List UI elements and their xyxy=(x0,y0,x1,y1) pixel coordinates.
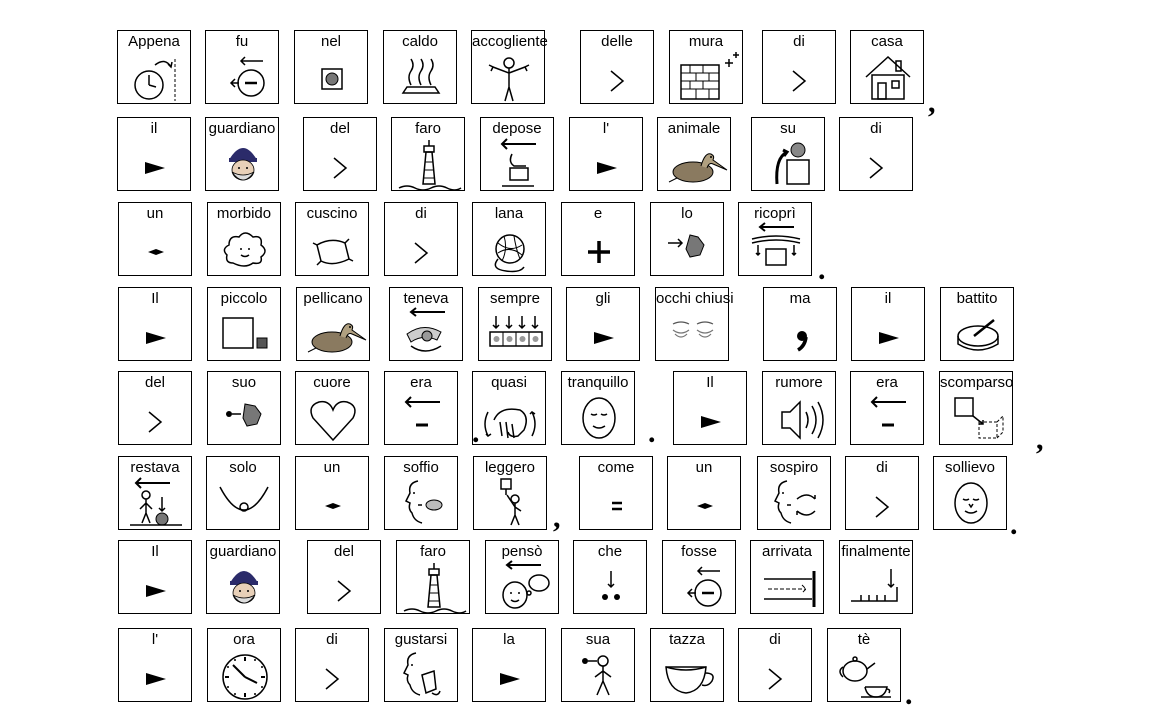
symbol-label: caldo xyxy=(402,33,438,50)
symbol-card xyxy=(657,117,731,191)
symbol-card xyxy=(295,202,369,276)
symbol-label: casa xyxy=(871,33,903,50)
symbol-card xyxy=(118,371,192,445)
cover-icon xyxy=(746,223,806,273)
symbol-card xyxy=(667,456,741,530)
chevron-icon xyxy=(847,138,907,188)
symbol-card xyxy=(384,371,458,445)
pelican-icon xyxy=(665,138,725,188)
heat-waves-icon xyxy=(391,51,451,101)
symbol-card xyxy=(118,540,192,614)
symbol-label: rumore xyxy=(775,374,823,391)
symbol-card xyxy=(295,628,369,702)
triangle-pointer-icon xyxy=(681,392,741,442)
brick-wall-icon xyxy=(677,51,737,101)
symbol-card xyxy=(473,456,547,530)
symbol-card xyxy=(206,540,280,614)
symbol-label: e xyxy=(593,205,603,222)
pillow-icon xyxy=(303,223,363,273)
symbol-label: guardiano xyxy=(208,120,276,137)
symbol-card xyxy=(569,117,643,191)
chevron-icon xyxy=(588,51,648,101)
symbol-label: animale xyxy=(667,120,721,137)
lighthouse-icon xyxy=(404,561,464,611)
symbol-label: pellicano xyxy=(303,290,363,307)
symbol-label: l' xyxy=(151,631,159,648)
symbol-card xyxy=(573,540,647,614)
period-mark: . xyxy=(472,416,480,449)
symbol-card xyxy=(118,628,192,702)
symbol-card xyxy=(478,287,552,361)
symbol-card xyxy=(561,628,635,702)
symbol-card xyxy=(655,287,734,361)
symbol-card xyxy=(485,540,559,614)
lighthouse-icon xyxy=(399,138,459,188)
symbol-card xyxy=(940,287,1014,361)
symbol-card xyxy=(472,628,546,702)
diamond-icon xyxy=(303,477,363,527)
symbol-label: occhi chiusi xyxy=(656,290,734,307)
chevron-icon xyxy=(853,477,913,527)
symbol-label: fu xyxy=(235,33,249,50)
chevron-icon xyxy=(392,223,452,273)
symbol-card xyxy=(471,30,548,104)
symbol-card xyxy=(206,456,280,530)
symbol-card xyxy=(480,117,554,191)
symbol-label: suo xyxy=(231,374,257,391)
symbol-label: delle xyxy=(601,33,633,50)
symbol-label: restava xyxy=(130,459,180,476)
soft-cloud-icon xyxy=(215,223,275,273)
symbol-card xyxy=(294,30,368,104)
symbol-card xyxy=(561,202,635,276)
symbol-label: mura xyxy=(688,33,724,50)
diamond-icon xyxy=(675,477,735,527)
period-mark: . xyxy=(648,416,656,449)
symbol-label: l' xyxy=(602,120,610,137)
comma-icon xyxy=(771,308,831,358)
symbol-card xyxy=(384,456,458,530)
symbol-label: lana xyxy=(494,205,524,222)
symbol-card xyxy=(839,540,913,614)
speaker-icon xyxy=(770,392,830,442)
symbol-card xyxy=(751,117,825,191)
symbol-label: morbido xyxy=(216,205,272,222)
sentence-punctuation: . xyxy=(905,678,913,711)
symbol-card xyxy=(472,202,546,276)
symbol-label: piccolo xyxy=(220,290,268,307)
symbol-card xyxy=(561,371,635,445)
symbol-label: di xyxy=(870,120,882,137)
symbol-label: cuore xyxy=(313,374,351,391)
welcoming-person-icon xyxy=(479,51,539,101)
keeper-face-icon xyxy=(213,138,273,188)
symbol-label: quasi xyxy=(491,374,527,391)
symbol-label: di xyxy=(793,33,805,50)
blow-face-icon xyxy=(392,477,452,527)
keeper-face-icon xyxy=(214,561,274,611)
symbol-card xyxy=(472,371,546,445)
symbol-label: sua xyxy=(585,631,611,648)
symbol-label: che xyxy=(597,543,623,560)
symbol-card xyxy=(662,540,736,614)
symbol-label: un xyxy=(695,459,713,476)
symbol-label: gli xyxy=(595,290,611,307)
symbol-label: finalmente xyxy=(841,543,911,560)
symbol-label: accogliente xyxy=(472,33,548,50)
relief-face-icon xyxy=(941,477,1001,527)
symbol-label: tranquillo xyxy=(567,374,629,391)
symbol-label: pensò xyxy=(501,543,543,560)
small-square-icon xyxy=(215,308,275,358)
arrow-blob-icon xyxy=(658,223,718,273)
symbol-label: sollievo xyxy=(944,459,996,476)
symbol-label: fosse xyxy=(681,543,717,560)
symbol-label: soffio xyxy=(403,459,439,476)
sentence-punctuation: . xyxy=(1010,508,1018,541)
symbol-card xyxy=(580,30,654,104)
think-icon xyxy=(493,561,553,611)
symbol-card xyxy=(763,287,837,361)
symbol-label: Il xyxy=(151,290,159,307)
past-dash-icon xyxy=(858,392,918,442)
symbol-label: cuscino xyxy=(306,205,358,222)
triangle-pointer-icon xyxy=(126,308,186,358)
symbol-label: gustarsi xyxy=(394,631,448,648)
symbol-label: tazza xyxy=(669,631,705,648)
clock-icon xyxy=(215,649,275,699)
drink-face-icon xyxy=(392,649,452,699)
symbol-label: su xyxy=(780,120,796,137)
symbol-label: Il xyxy=(151,543,159,560)
symbol-card xyxy=(650,202,724,276)
symbol-card xyxy=(391,117,465,191)
symbol-card xyxy=(389,287,463,361)
chevron-icon xyxy=(303,649,363,699)
finally-icon xyxy=(847,561,907,611)
closed-eyes-icon xyxy=(663,308,723,358)
symbol-label: solo xyxy=(229,459,257,476)
symbol-card xyxy=(384,628,458,702)
chevron-icon xyxy=(315,561,375,611)
symbol-card xyxy=(762,30,836,104)
symbol-card xyxy=(207,287,281,361)
triangle-pointer-icon xyxy=(577,138,637,188)
symbol-card xyxy=(384,202,458,276)
symbol-card xyxy=(738,202,812,276)
symbol-label: nel xyxy=(320,33,342,50)
sentence-punctuation: , xyxy=(1036,423,1044,456)
symbol-card xyxy=(207,628,281,702)
symbol-label: era xyxy=(410,374,432,391)
symbol-label: battito xyxy=(956,290,998,307)
symbol-card xyxy=(673,371,747,445)
plus-icon xyxy=(569,223,629,273)
symbol-card xyxy=(738,628,812,702)
clock-arrow-icon xyxy=(125,51,185,101)
symbol-label: sospiro xyxy=(769,459,819,476)
dot-blob-icon xyxy=(215,392,275,442)
triangle-pointer-icon xyxy=(126,561,186,611)
symbol-card xyxy=(839,117,913,191)
symbol-label: di xyxy=(769,631,781,648)
symbol-card xyxy=(566,287,640,361)
sigh-face-icon xyxy=(765,477,825,527)
symbol-card xyxy=(295,456,369,530)
put-down-icon xyxy=(488,138,548,188)
symbol-card xyxy=(307,540,381,614)
symbol-card xyxy=(851,287,925,361)
alone-bowl-icon xyxy=(214,477,274,527)
symbol-card xyxy=(303,117,377,191)
symbol-label: tè xyxy=(857,631,871,648)
triangle-pointer-icon xyxy=(126,649,186,699)
symbol-card xyxy=(295,371,369,445)
cup-icon xyxy=(658,649,718,699)
symbol-label: lo xyxy=(681,205,693,222)
symbol-card xyxy=(669,30,743,104)
symbol-card xyxy=(827,628,901,702)
always-icon xyxy=(486,308,546,358)
symbol-label: Il xyxy=(706,374,714,391)
symbol-card xyxy=(383,30,457,104)
symbol-card xyxy=(762,371,836,445)
symbol-card xyxy=(118,456,192,530)
pelican-icon xyxy=(304,308,364,358)
disappear-cube-icon xyxy=(947,392,1007,442)
sentence-punctuation: . xyxy=(818,253,826,286)
symbol-label: di xyxy=(326,631,338,648)
symbol-label: il xyxy=(884,290,892,307)
past-minus-icon xyxy=(213,51,273,101)
in-box-icon xyxy=(302,51,362,101)
symbol-card xyxy=(205,117,279,191)
comma-mark: , xyxy=(553,501,561,534)
symbol-label: era xyxy=(876,374,898,391)
symbol-label: come xyxy=(597,459,635,476)
triangle-pointer-icon xyxy=(480,649,540,699)
symbol-label: guardiano xyxy=(209,543,277,560)
symbol-card xyxy=(850,371,924,445)
heart-icon xyxy=(303,392,363,442)
calm-face-icon xyxy=(569,392,629,442)
chevron-icon xyxy=(746,649,806,699)
symbol-label: la xyxy=(503,631,515,648)
symbol-label: leggero xyxy=(484,459,536,476)
symbol-card xyxy=(650,628,724,702)
symbol-card xyxy=(757,456,831,530)
symbol-label: teneva xyxy=(403,290,449,307)
symbol-card xyxy=(845,456,919,530)
arrive-icon xyxy=(758,561,818,611)
triangle-pointer-icon xyxy=(125,138,185,188)
symbol-card xyxy=(579,456,653,530)
drum-beat-icon xyxy=(948,308,1008,358)
symbol-card xyxy=(207,202,281,276)
hold-hands-icon xyxy=(397,308,457,358)
symbol-label: il xyxy=(150,120,158,137)
symbol-card xyxy=(939,371,1013,445)
chevron-icon xyxy=(311,138,371,188)
teapot-icon xyxy=(835,649,895,699)
symbol-label: un xyxy=(146,205,164,222)
symbol-label: del xyxy=(329,120,351,137)
symbol-card xyxy=(117,30,191,104)
symbol-card xyxy=(750,540,824,614)
symbol-card xyxy=(933,456,1007,530)
symbol-label: di xyxy=(876,459,888,476)
sentence-punctuation: , xyxy=(928,86,936,119)
symbol-label: del xyxy=(333,543,355,560)
therefore-icon xyxy=(581,561,641,611)
symbol-card xyxy=(396,540,470,614)
symbol-card xyxy=(117,117,191,191)
symbol-card xyxy=(207,371,281,445)
person-pointer-icon xyxy=(569,649,629,699)
triangle-pointer-icon xyxy=(859,308,919,358)
almost-hand-icon xyxy=(480,392,540,442)
symbol-label: del xyxy=(144,374,166,391)
symbol-label: scomparso xyxy=(940,374,1014,391)
symbol-label: faro xyxy=(420,543,446,560)
symbol-label: ora xyxy=(233,631,255,648)
symbol-card xyxy=(118,202,192,276)
equals-icon xyxy=(587,477,647,527)
symbol-label: ricoprì xyxy=(754,205,796,222)
chevron-icon xyxy=(770,51,830,101)
light-person-icon xyxy=(481,477,541,527)
symbol-label: depose xyxy=(492,120,542,137)
stay-person-icon xyxy=(126,477,186,527)
symbol-label: sempre xyxy=(489,290,541,307)
symbol-label: faro xyxy=(415,120,441,137)
symbol-label: Appena xyxy=(128,33,180,50)
past-minus-icon xyxy=(670,561,730,611)
symbol-card xyxy=(118,287,192,361)
past-dash-icon xyxy=(392,392,452,442)
chevron-icon xyxy=(126,392,186,442)
symbol-label: di xyxy=(415,205,427,222)
symbol-card xyxy=(296,287,370,361)
diamond-icon xyxy=(126,223,186,273)
symbol-label: arrivata xyxy=(761,543,813,560)
on-top-icon xyxy=(759,138,819,188)
triangle-pointer-icon xyxy=(574,308,634,358)
house-icon xyxy=(858,51,918,101)
symbol-card xyxy=(850,30,924,104)
symbol-label: ma xyxy=(789,290,811,307)
symbol-card xyxy=(205,30,279,104)
symbol-label: un xyxy=(323,459,341,476)
yarn-ball-icon xyxy=(480,223,540,273)
